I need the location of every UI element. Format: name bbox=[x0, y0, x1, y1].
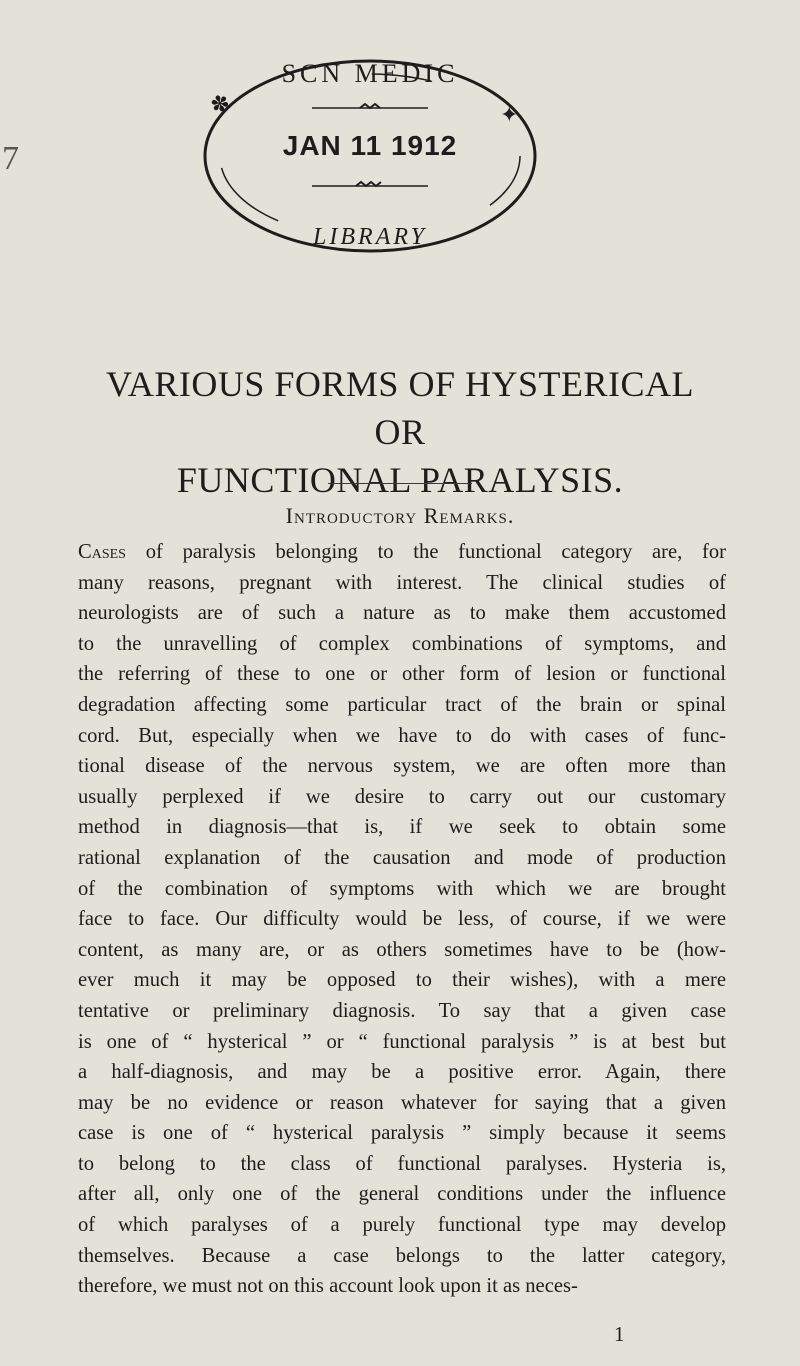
text-line: to the unravelling of complex combinations of symptoms, and bbox=[78, 632, 726, 655]
text-line: of the combination of symptoms with which we are brought bbox=[78, 877, 726, 900]
text-line: therefore, we must not on this account look upon it as neces- bbox=[78, 1275, 578, 1298]
title-divider bbox=[328, 483, 472, 484]
text-line: case is one of “ hysterical paralysis ” simply because it seems bbox=[78, 1122, 726, 1145]
text-line: a half-diagnosis, and may be a positive error. Again, there bbox=[78, 1061, 726, 1084]
page-number: 1 bbox=[614, 1322, 625, 1346]
text-line: rational explanation of the causation and mode of production bbox=[78, 846, 726, 869]
text-line: face to face. Our difficulty would be less, of course, if we were bbox=[78, 908, 726, 931]
chapter-title-line-2: FUNCTIONAL PARALYSIS. bbox=[176, 460, 624, 500]
text-line: of which paralyses of a purely functional type may develop bbox=[78, 1214, 726, 1237]
chapter-title-line-1: VARIOUS FORMS OF HYSTERICAL OR bbox=[106, 364, 694, 452]
text-line: tional disease of the nervous system, we are often more than bbox=[78, 755, 726, 778]
body-paragraph bbox=[78, 537, 726, 1302]
text-line: degradation affecting some particular tract of the brain or spinal bbox=[78, 693, 726, 716]
svg-text:✦: ✦ bbox=[500, 102, 519, 127]
text-line: many reasons, pregnant with interest. The clinical studies of bbox=[78, 571, 726, 594]
text-line: content, as many are, or as others sometimes have to be (how- bbox=[78, 938, 726, 961]
text-line: method in diagnosis—that is, if we seek to obtain some bbox=[78, 816, 726, 839]
stamp-bottom-text: LIBRARY bbox=[313, 224, 427, 250]
text-line: tentative or preliminary diagnosis. To say that a given case bbox=[78, 999, 726, 1022]
library-stamp bbox=[190, 44, 550, 274]
margin-mark: 7 bbox=[2, 140, 19, 177]
text-line: neurologists are of such a nature as to make them accustomed bbox=[78, 602, 726, 625]
text-line: may be no evidence or reason whatever for saying that a given bbox=[78, 1091, 726, 1114]
stamp-date: JAN 11 1912 bbox=[282, 130, 458, 161]
text-line: themselves. Because a case belongs to the latter category, bbox=[78, 1244, 726, 1267]
text-line: cord. But, especially when we have to do with cases of func- bbox=[78, 724, 726, 747]
text-line: ever much it may be opposed to their wishes), with a mere bbox=[78, 969, 726, 992]
text-line: after all, only one of the general conditions under the influence bbox=[78, 1183, 726, 1206]
text-line: the referring of these to one or other form of lesion or functional bbox=[78, 663, 726, 686]
stamp-top-text: SCN MEDIC bbox=[281, 59, 459, 88]
text-line: is one of “ hysterical ” or “ functional paralysis ” is at best but bbox=[78, 1030, 726, 1053]
text-line: to belong to the class of functional paralyses. Hysteria is, bbox=[78, 1152, 726, 1175]
text-line bbox=[78, 537, 726, 568]
text-line-rest: of paralysis belonging to the functional category are, for bbox=[125, 541, 726, 563]
drop-word: Cases bbox=[78, 541, 126, 563]
text-line: usually perplexed if we desire to carry out our customary bbox=[78, 785, 726, 808]
section-subtitle: Introductory Remarks. bbox=[285, 503, 515, 528]
svg-text:✽: ✽ bbox=[207, 88, 234, 119]
